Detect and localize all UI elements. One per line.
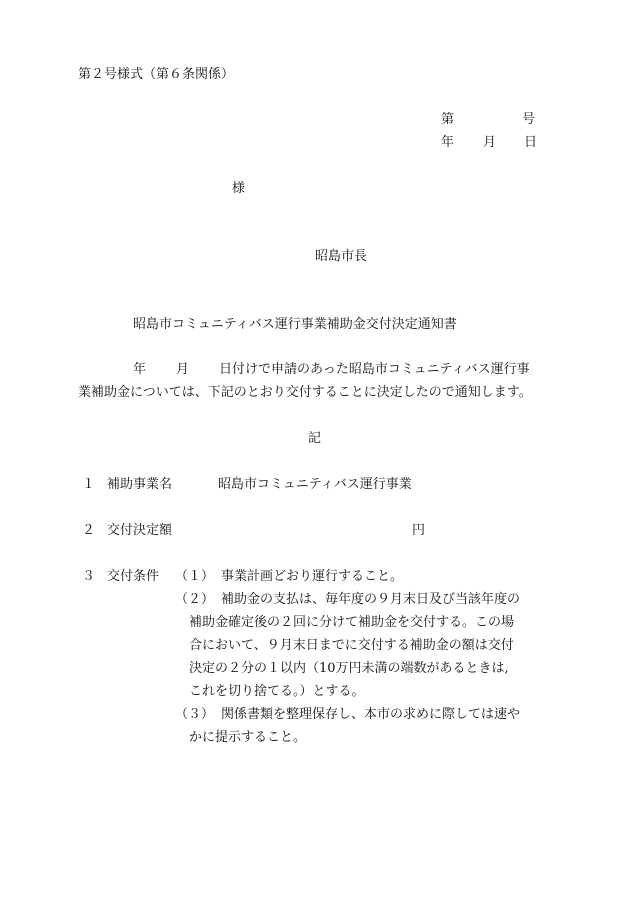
cond2-line2: 補助金確定後の２回に分けて補助金を交付する。この場 [189, 615, 515, 630]
cond2-line3: 合において、９月末日までに交付する補助金の額は交付 [189, 638, 514, 653]
intro-line1: 日付けで申請のあった昭島市コミュニティバス運行事 [219, 362, 530, 377]
date-year: 年 [441, 135, 455, 150]
date-day: 日 [524, 135, 538, 150]
cond2-line5: これを切り捨てる。）とする。 [189, 684, 365, 699]
cond1-number: （１） [175, 569, 215, 584]
date-month: 月 [483, 135, 497, 150]
cond2-line1: 補助金の支払は、毎年度の９月末日及び当該年度の [221, 592, 521, 607]
cond2-line4: 決定の２分の１以内（10万円未満の端数があるときは, [189, 661, 509, 676]
item2-number: ２ [82, 523, 96, 538]
cond3-number: （３） [175, 707, 215, 722]
item3-label: 交付条件 [107, 569, 160, 584]
cond3-line1: 関係書類を整理保存し、本市の求めに際しては速や [221, 707, 521, 722]
document-title: 昭島市コミュニティバス運行事業補助金交付決定通知書 [133, 317, 457, 332]
item2-unit: 円 [412, 523, 426, 538]
cond1-text: 事業計画どおり運行すること。 [221, 569, 404, 584]
form-label: 第２号様式（第６条関係） [78, 67, 235, 82]
item1-value: 昭島市コミュニティバス運行事業 [218, 477, 412, 492]
recipient-honorific: 様 [232, 181, 246, 196]
cond3-line2: かに提示すること。 [189, 730, 307, 745]
intro-month: 月 [176, 362, 190, 377]
item2-label: 交付決定額 [107, 523, 173, 538]
sender: 昭島市長 [315, 249, 368, 264]
item3-number: ３ [82, 569, 96, 584]
doc-number-prefix: 第 [441, 112, 455, 127]
item1-number: １ [82, 477, 96, 492]
intro-year: 年 [133, 362, 147, 377]
cond2-number: （２） [175, 592, 215, 607]
doc-number-suffix: 号 [522, 112, 536, 127]
ki-heading: 記 [308, 431, 322, 446]
intro-line2: 業補助金については、下記のとおり交付することに決定したので通知します。 [78, 385, 532, 400]
item1-label: 補助事業名 [107, 477, 173, 492]
